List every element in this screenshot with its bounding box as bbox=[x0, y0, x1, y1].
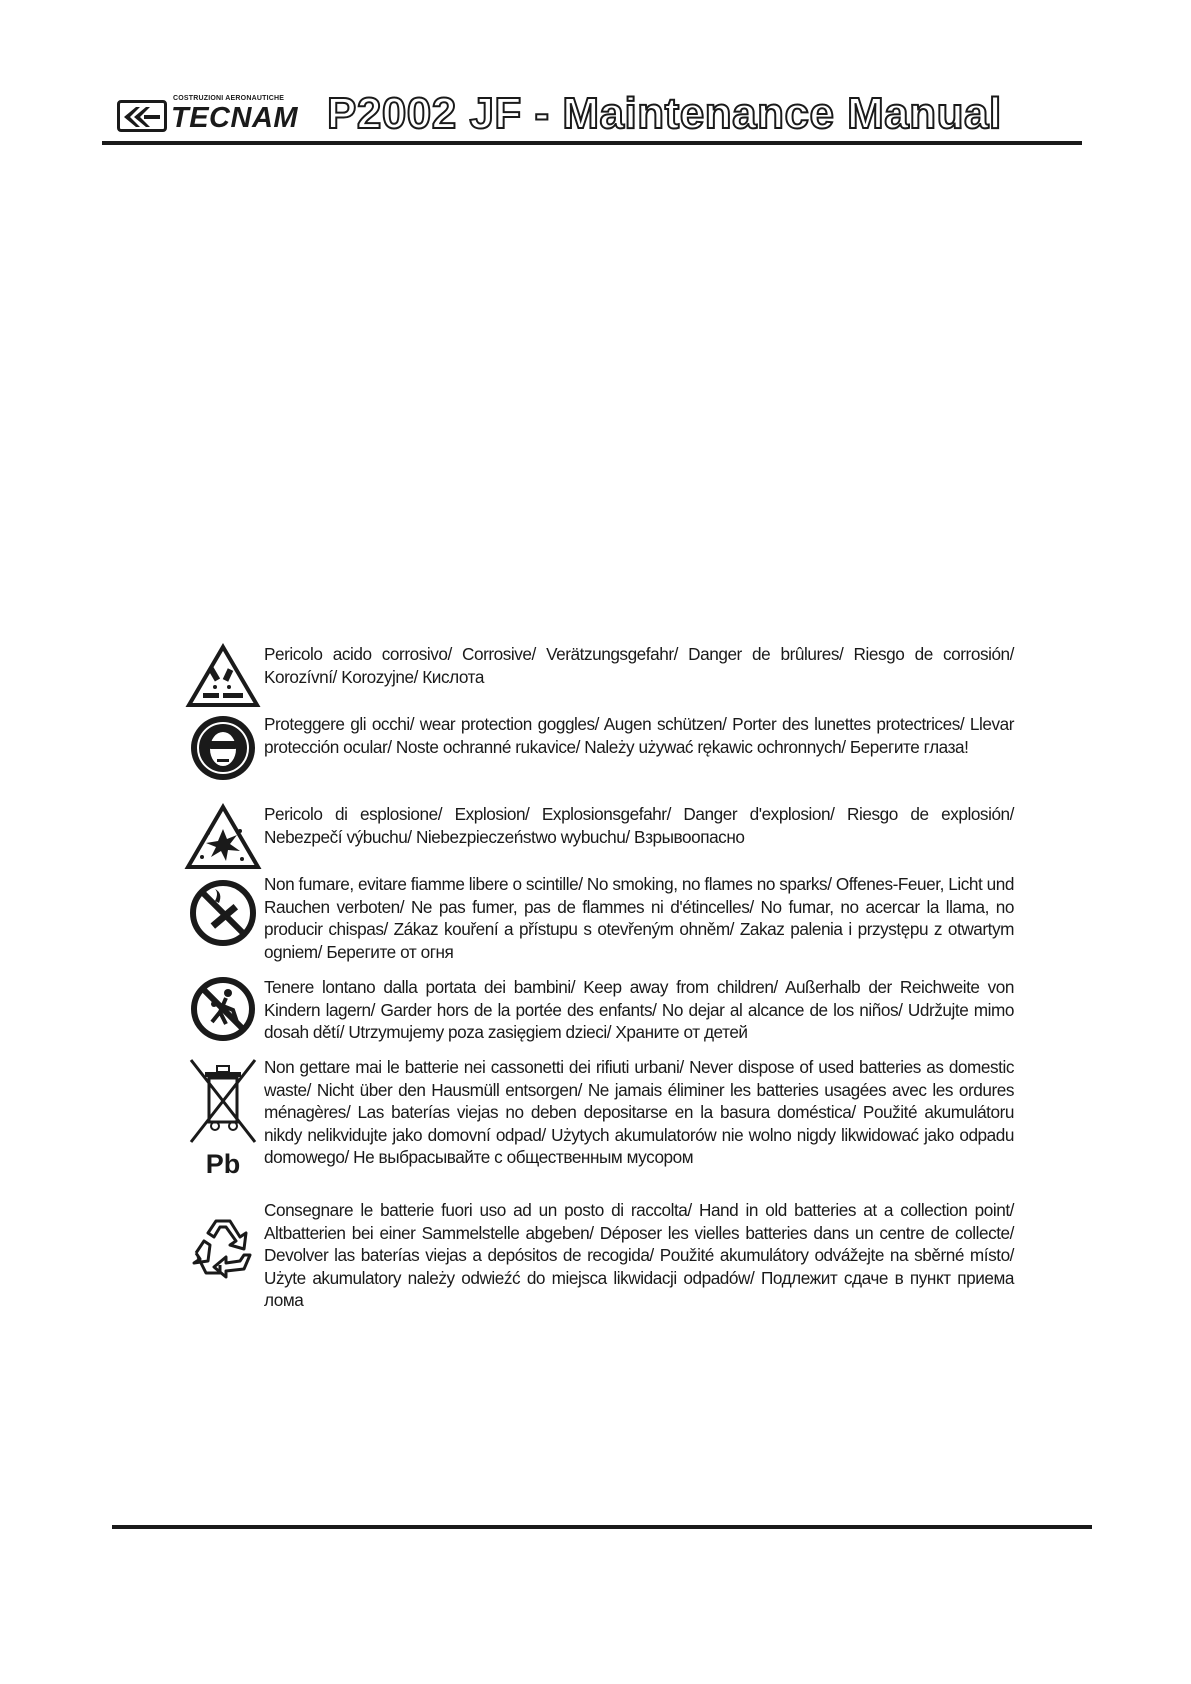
goggles-icon bbox=[188, 713, 258, 783]
header-rule bbox=[102, 141, 1082, 145]
warning-text: Tenere lontano dalla portata dei bambini/ Keep away from children/ Außerhalb der Reichweite von Kindern lagern/ Garder hors de la portée des enfants/ No dejar al alcance de los niños/ Udržujte mimo dosah dětí/ Utrzymujemy poza zasięgiem dzieci/ Храните от детей bbox=[264, 977, 1014, 1042]
warning-keep-away-children bbox=[182, 976, 1014, 1056]
document-title: P2002 JF - Maintenance Manual bbox=[327, 89, 1002, 138]
warning-text: Non gettare mai le batterie nei cassonetti dei rifiuti urbani/ Never dispose of used batteries as domestic waste/ Nicht über den Hausmüll entsorgen/ Ne jamais éliminer les batteries usagées avec les ordures ménagères/ Las baterías viejas no deben depositarse en la basura doméstica/ Použité akumulátoru nikdy nelikvidujte jako domovní odpad/ Użytych akumulatorów nie wolno nigdy likwidować jako odpadu domowego/ Не выбрасывайте с общественным мусором bbox=[264, 1057, 1014, 1167]
tecnam-logo bbox=[117, 94, 307, 134]
logo-name: TECNAM bbox=[171, 102, 299, 134]
warning-text: Consegnare le batterie fuori uso ad un posto di raccolta/ Hand in old batteries at a collection point/ Altbatterien bei einer Sammelstelle abgeben/ Déposer les vielles batteries dans un centre de collecte/ Devolver las baterías viejas a depósitos de recogida/ Použité akumulátory odvážejte na sběrné místo/ Użyte akumulatory należy odwieźć do miejsca likwidacji odpadów/ Подлежит сдаче в пункт приема лома bbox=[264, 1200, 1014, 1310]
logo-tagline: COSTRUZIONI AERONAUTICHE bbox=[173, 95, 285, 102]
explosion-icon bbox=[184, 803, 262, 871]
footer-rule bbox=[112, 1525, 1092, 1529]
corrosive-icon bbox=[185, 643, 261, 709]
logo-arrows-icon bbox=[117, 100, 167, 132]
warning-text: Proteggere gli occhi/ wear protection goggles/ Augen schützen/ Porter des lunettes protectrices/ Llevar protección ocular/ Noste ochranné rukavice/ Należy używać rękawic ochronnych/ Берегите глаза! bbox=[264, 714, 1014, 757]
warning-text: Pericolo acido corrosivo/ Corrosive/ Verätzungsgefahr/ Danger de brûlures/ Riesgo de corrosión/ Korozívní/ Korozyjne/ Кислота bbox=[264, 644, 1014, 687]
warning-battery-recycling bbox=[182, 1199, 1014, 1319]
warning-battery-disposal bbox=[182, 1056, 1014, 1199]
warning-text: Pericolo di esplosione/ Explosion/ Explosionsgefahr/ Danger d'explosion/ Riesgo de explosión/ Nebezpečí výbuchu/ Niebezpieczeństwo wybuchu/ Взрывоопасно bbox=[264, 804, 1014, 847]
crossed-bin-icon bbox=[185, 1056, 261, 1180]
lead-symbol-label: Pb bbox=[205, 1149, 241, 1179]
warning-no-smoking bbox=[182, 873, 1014, 976]
page-header bbox=[112, 88, 1082, 140]
warning-goggles bbox=[182, 713, 1014, 803]
recycle-icon bbox=[186, 1213, 260, 1287]
keep-away-children-icon bbox=[190, 976, 256, 1042]
warning-text: Non fumare, evitare fiamme libere o scintille/ No smoking, no flames no sparks/ Offenes-Feuer, Licht und Rauchen verboten/ Ne pas fumer, pas de flammes ni d'étincelles/ No fumar, no acercar la llama, no producir chispas/ Zákaz kouření a přístupu s otevřeným ohněm/ Zakaz palenia i przystępu z otwartym ogniem/ Берегите от огня bbox=[264, 874, 1014, 962]
no-smoking-icon bbox=[189, 879, 257, 947]
warning-corrosive bbox=[182, 643, 1014, 713]
warning-explosion bbox=[182, 803, 1014, 873]
safety-warnings-list bbox=[182, 643, 1014, 1319]
